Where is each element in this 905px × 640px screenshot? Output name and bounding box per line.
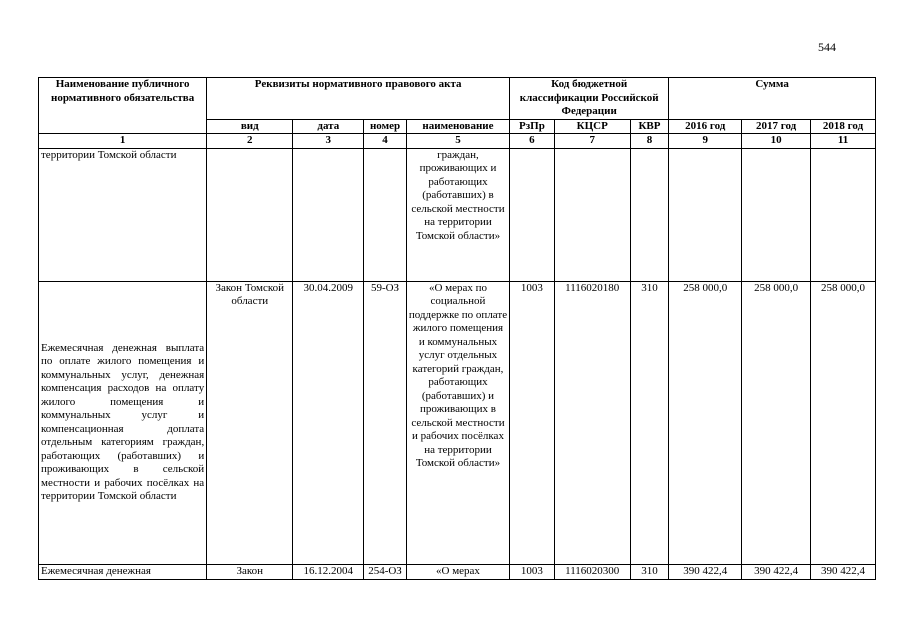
col-2018: 2018 год — [811, 119, 876, 134]
col-number-8: 8 — [630, 134, 669, 149]
cell-title: граждан, проживающих и работающих (работавших) в сельской местности на территории Томской области» — [406, 148, 509, 281]
col-number-7: 7 — [554, 134, 630, 149]
table-row — [39, 148, 876, 281]
cell-2016 — [669, 148, 742, 281]
cell-2018 — [811, 148, 876, 281]
cell-kvr — [630, 148, 669, 281]
cell-kind: Закон — [207, 564, 293, 579]
table-row — [39, 564, 876, 579]
col-number-10: 10 — [742, 134, 811, 149]
cell-2017: 390 422,4 — [742, 564, 811, 579]
cell-number: 254-ОЗ — [364, 564, 407, 579]
col-2017: 2017 год — [742, 119, 811, 134]
col-number-2: 2 — [207, 134, 293, 149]
cell-2018: 258 000,0 — [811, 281, 876, 564]
col-number: номер — [364, 119, 407, 134]
col-rzpr: РзПр — [510, 119, 555, 134]
cell-number — [364, 148, 407, 281]
cell-kind: Закон Томской области — [207, 281, 293, 564]
cell-2018: 390 422,4 — [811, 564, 876, 579]
cell-2016: 258 000,0 — [669, 281, 742, 564]
col-number-1: 1 — [39, 134, 207, 149]
col-number-5: 5 — [406, 134, 509, 149]
header-obligation: Наименование публичного нормативного обязательства — [39, 78, 207, 134]
cell-kind — [207, 148, 293, 281]
col-date: дата — [293, 119, 364, 134]
cell-kvr: 310 — [630, 564, 669, 579]
page-number: 544 — [818, 40, 836, 54]
cell-obligation: Ежемесячная денежная выплата по оплате жилого помещения и коммунальных услуг, денежная компенсация расходов на оплату жилого помещения и коммунальных услуг и компенсационная доплата отдельным категориям граждан, работающих (работавших) и проживающих в сельской местности и рабочих посёлках на территории Томской области — [39, 281, 207, 564]
col-number-11: 11 — [811, 134, 876, 149]
cell-kcsr: 1116020180 — [554, 281, 630, 564]
cell-date: 30.04.2009 — [293, 281, 364, 564]
header-budget-code: Код бюджетной классификации Российской Федерации — [510, 78, 669, 120]
col-number-6: 6 — [510, 134, 555, 149]
col-number-9: 9 — [669, 134, 742, 149]
col-2016: 2016 год — [669, 119, 742, 134]
cell-rzpr: 1003 — [510, 564, 555, 579]
cell-obligation: территории Томской области — [39, 148, 207, 281]
header-sum: Сумма — [669, 78, 876, 120]
table-row — [39, 281, 876, 564]
budget-table — [38, 77, 876, 580]
cell-date: 16.12.2004 — [293, 564, 364, 579]
cell-obligation: Ежемесячная денежная — [39, 564, 207, 579]
col-kind: вид — [207, 119, 293, 134]
cell-number: 59-ОЗ — [364, 281, 407, 564]
col-number-3: 3 — [293, 134, 364, 149]
col-kvr: КВР — [630, 119, 669, 134]
cell-rzpr: 1003 — [510, 281, 555, 564]
cell-title: «О мерах по социальной поддержке по оплате жилого помещения и коммунальных услуг отдельных категорий граждан, работающих (работавших) и проживающих в сельской местности и рабочих посёлках на территории Томской области» — [406, 281, 509, 564]
cell-title: «О мерах — [406, 564, 509, 579]
cell-kvr: 310 — [630, 281, 669, 564]
cell-kcsr — [554, 148, 630, 281]
cell-2017: 258 000,0 — [742, 281, 811, 564]
cell-kcsr: 1116020300 — [554, 564, 630, 579]
col-number-4: 4 — [364, 134, 407, 149]
cell-2016: 390 422,4 — [669, 564, 742, 579]
cell-2017 — [742, 148, 811, 281]
cell-rzpr — [510, 148, 555, 281]
header-requisites: Реквизиты нормативного правового акта — [207, 78, 510, 120]
col-kcsr: КЦСР — [554, 119, 630, 134]
col-title: наименование — [406, 119, 509, 134]
cell-date — [293, 148, 364, 281]
